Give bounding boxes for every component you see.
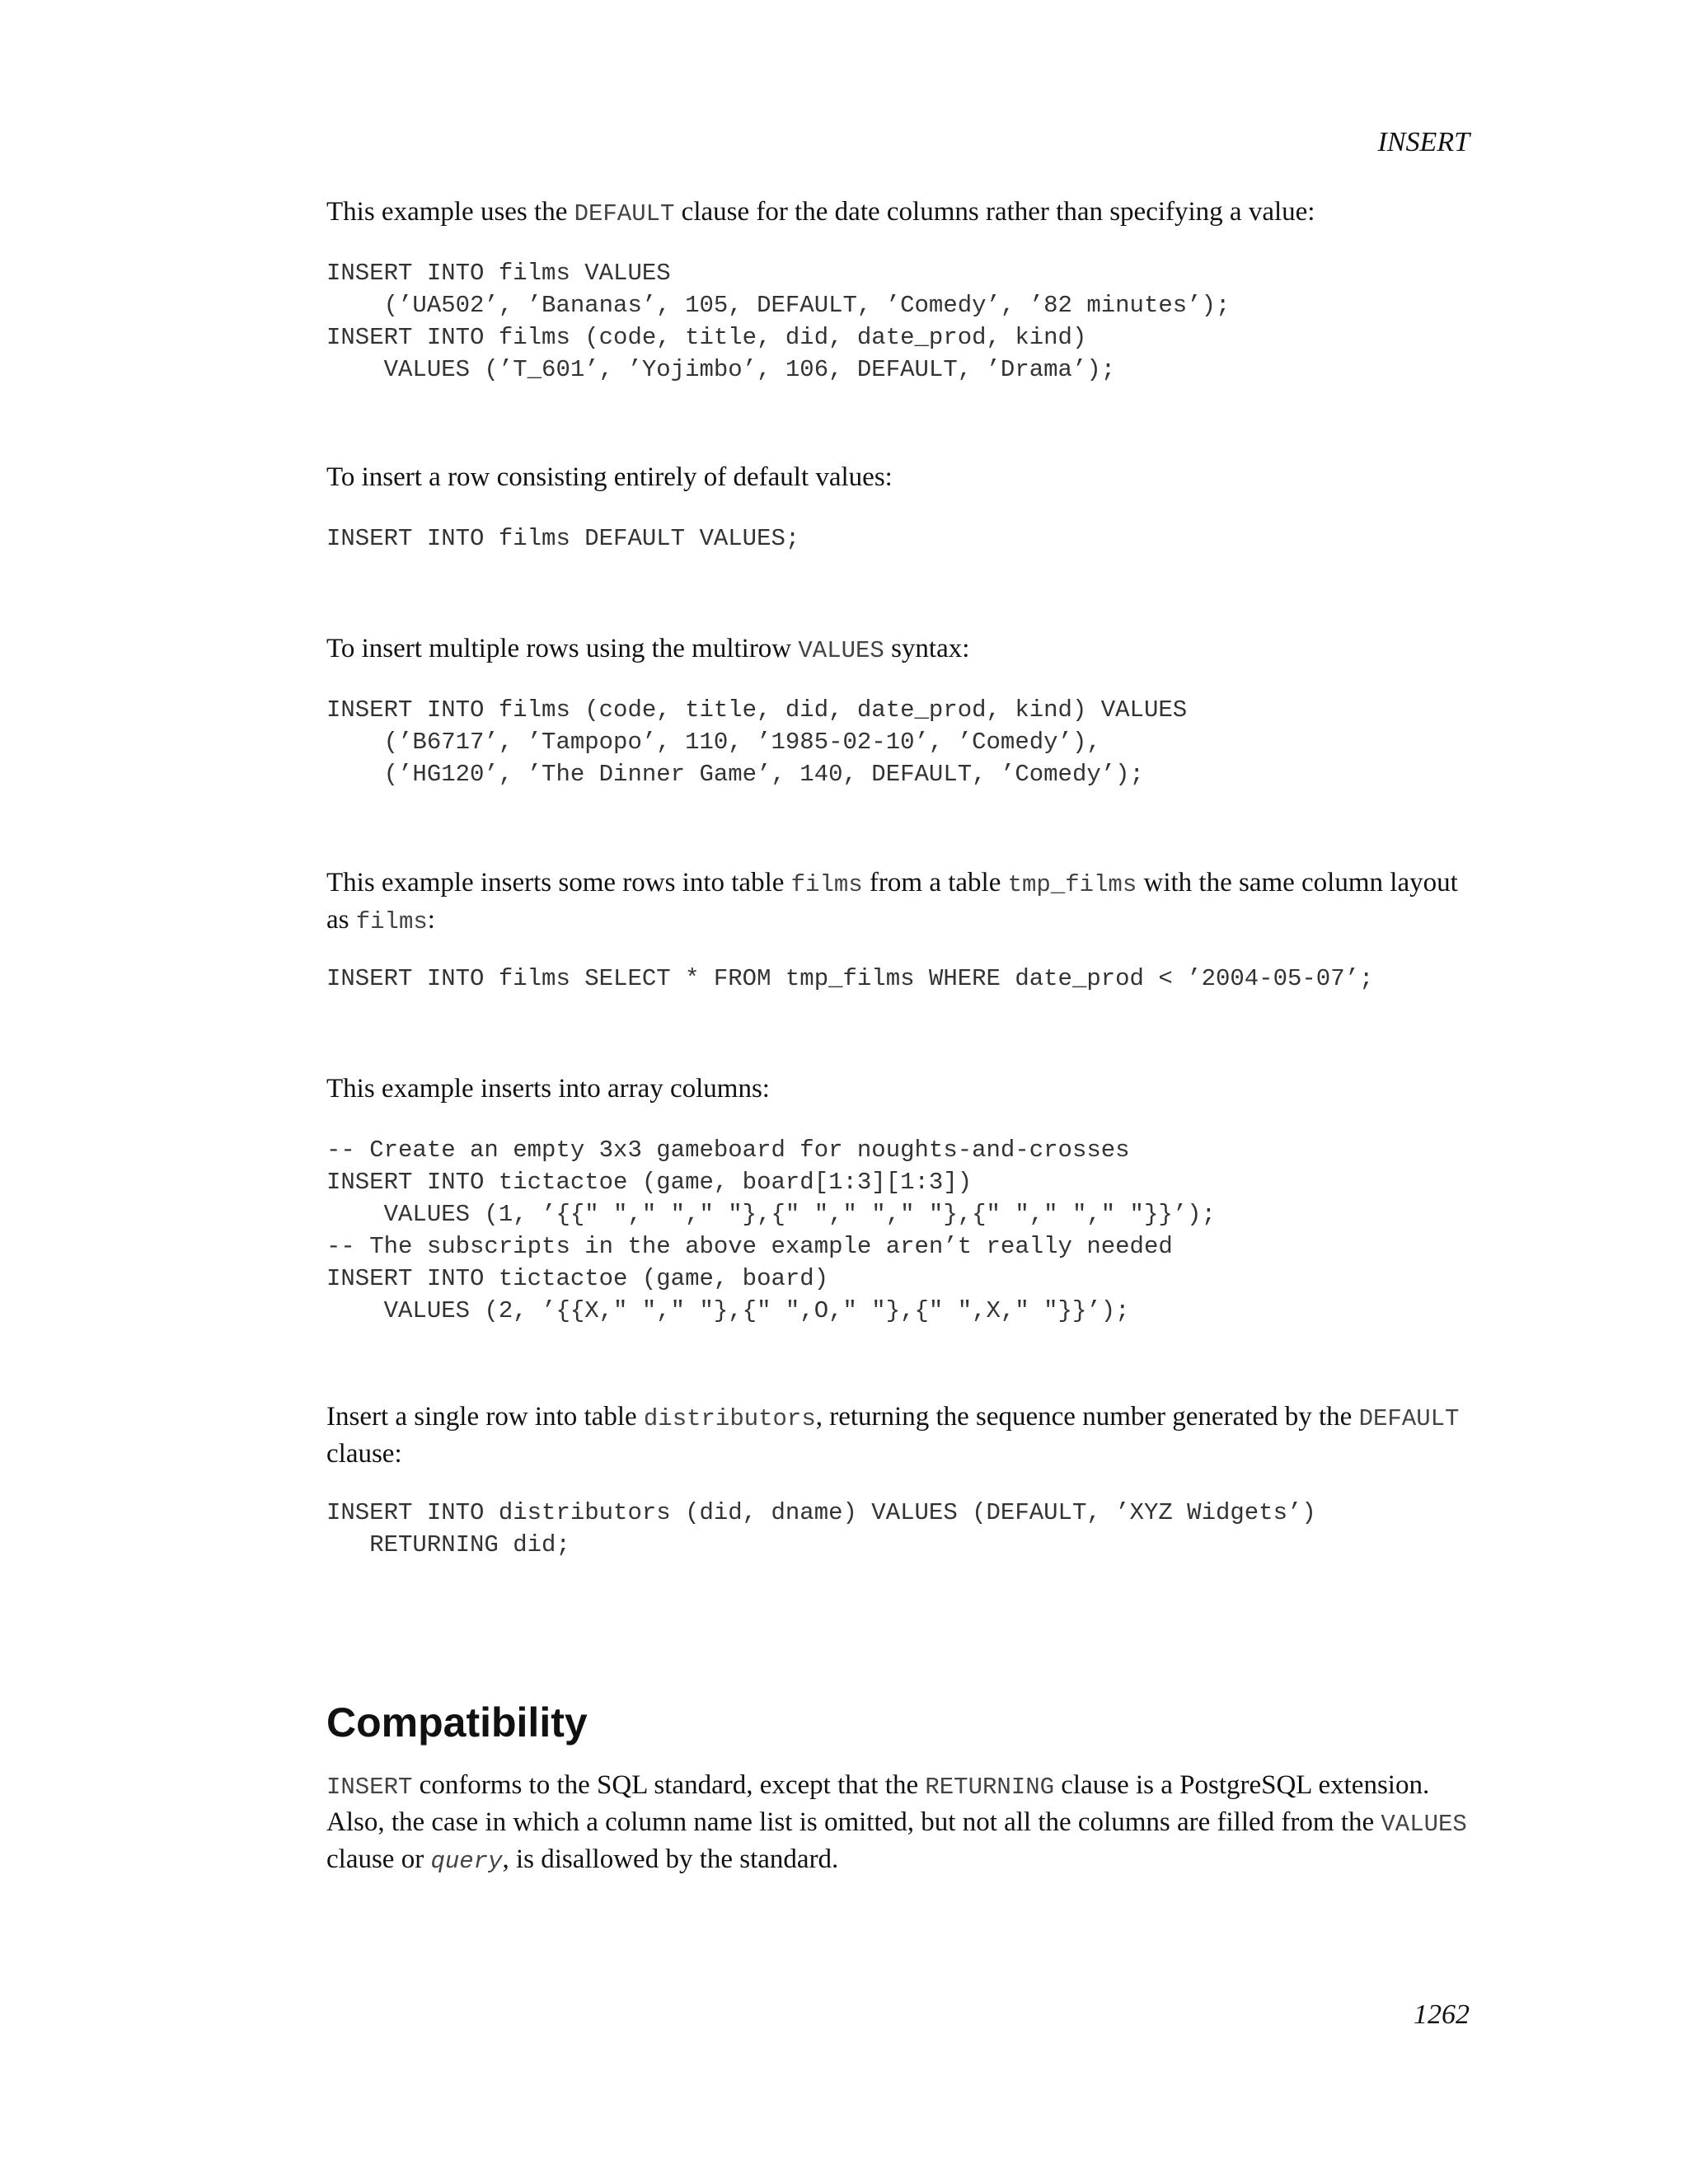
intro-text: This example inserts some rows into table [326,868,791,898]
inline-code: distributors [643,1405,816,1432]
inline-code: tmp_films [1007,871,1137,898]
code-block-default-clause [326,257,1472,386]
example-intro-paragraph [326,194,1472,232]
code-block-default-values [326,523,1472,555]
page-number: 1262 [1414,1999,1470,2030]
example-array-columns [326,1071,1472,1107]
inline-code: VALUES [798,637,884,664]
code-block-multirow [326,694,1472,790]
code-block-array-columns [326,1134,1472,1327]
inline-code: films [790,871,863,898]
intro-text: To insert multiple rows using the multirow [326,634,799,663]
inline-code: DEFAULT [1358,1405,1460,1432]
body-text: clause is a PostgreSQL extension. Also, the case in which a column name list is omitted, but not all the columns are filled from the [326,1770,1430,1837]
example-intro-paragraph: To insert a row consisting entirely of default values: [326,462,893,492]
example-intro-paragraph: This example inserts into array columns: [326,1074,770,1104]
inline-code: RETURNING [925,1774,1055,1801]
example-intro-paragraph [326,865,1472,940]
code-listing: INSERT INTO distributors (did, dname) VALUES (DEFAULT, ’XYZ Widgets’) RETURNING did; [326,1499,1316,1558]
code-listing: -- Create an empty 3x3 gameboard for noughts-and-crosses INSERT INTO tictactoe (game, board[1:3][1:3]) VALUES (1, ’{{" "," "," "},{" "," "," "},{" "," "," "}}’); -- The subscripts in the above example aren’t really needed INSERT INTO tictactoe (game, board) VALUES (2, ’{{X," "," "},{" ",O," "},{" ",X," "}}’); [326,1137,1216,1324]
intro-text: clause: [326,1439,402,1469]
body-text: , is disallowed by the standard. [502,1844,839,1874]
code-listing: INSERT INTO films (code, title, did, date_prod, kind) VALUES (’B6717’, ’Tampopo’, 110, ’1985-02-10’, ’Comedy’), (’HG120’, ’The Dinner Game’, 140, DEFAULT, ’Comedy’); [326,696,1188,788]
code-listing: INSERT INTO films DEFAULT VALUES; [326,525,800,552]
compatibility-paragraph [326,1768,1472,1879]
intro-text: with the same column layout as [326,868,1458,935]
intro-text: syntax: [884,634,970,663]
inline-code-parameter: query [430,1848,503,1875]
body-text: conforms to the SQL standard, except that the [412,1770,926,1800]
intro-text: Insert a single row into table [326,1402,644,1432]
inline-code: INSERT [326,1774,413,1801]
code-listing: INSERT INTO films SELECT * FROM tmp_films WHERE date_prod < ’2004-05-07’; [326,965,1374,992]
code-block-select-insert [326,963,1472,995]
intro-text: clause for the date columns rather than specifying a value: [674,197,1315,227]
intro-text: , returning the sequence number generated by the [815,1402,1359,1432]
code-block-returning [326,1497,1472,1561]
example-select-insert [326,865,1472,940]
intro-text: This example uses the [326,197,574,227]
example-default-clause [326,194,1472,232]
inline-code: VALUES [1381,1811,1467,1838]
running-header-title: INSERT [1377,127,1470,157]
code-listing: INSERT INTO films VALUES (’UA502’, ’Bananas’, 105, DEFAULT, ’Comedy’, ’82 minutes’); INSERT INTO films (code, title, did, date_prod, kind) VALUES (’T_601’, ’Yojimbo’, 106, DEFAULT, ’Drama’); [326,260,1231,383]
intro-text: : [427,905,435,935]
example-intro-paragraph [326,631,1472,668]
body-text: clause or [326,1844,431,1874]
inline-code: films [355,908,428,935]
example-returning [326,1399,1472,1472]
intro-text: from a table [862,868,1008,898]
example-default-values [326,460,1472,495]
section-heading-compatibility: Compatibility [326,1699,588,1746]
compatibility-section [326,1768,1472,1879]
example-multirow [326,631,1472,668]
example-intro-paragraph [326,1399,1472,1472]
inline-code: DEFAULT [574,200,675,227]
